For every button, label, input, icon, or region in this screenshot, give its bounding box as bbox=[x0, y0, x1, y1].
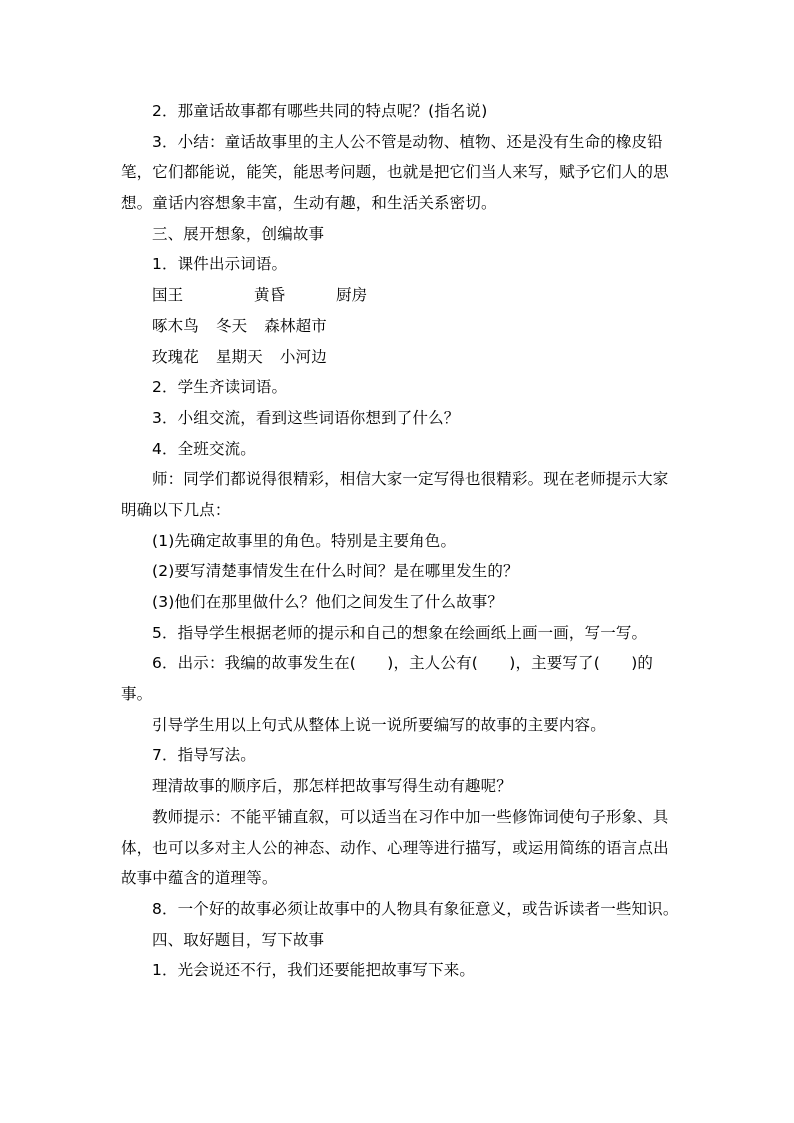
paragraph-line: 笔，它们都能说，能笑，能思考问题，也就是把它们当人来写，赋予它们人的思 bbox=[121, 163, 669, 182]
paragraph-line: 3．小结：童话故事里的主人公不管是动物、植物、还是没有生命的橡皮铅 bbox=[152, 132, 663, 151]
paragraph-line: 明确以下几点： bbox=[121, 500, 231, 519]
list-item: (2)要写清楚事情发生在什么时间？是在哪里发生的？ bbox=[152, 562, 519, 581]
paragraph-line: 2．学生齐读词语。 bbox=[152, 378, 288, 397]
paragraph-line: 师：同学们都说得很精彩，相信大家一定写得也很精彩。现在老师提示大家 bbox=[152, 470, 669, 489]
paragraph-line: 5．指导学生根据老师的提示和自己的想象在绘画纸上画一画，写一写。 bbox=[152, 623, 648, 642]
section-heading: 四、取好题目，写下故事 bbox=[152, 930, 325, 949]
paragraph-line: 故事中蕴含的道理等。 bbox=[121, 869, 278, 888]
list-item: (3)他们在那里做什么？他们之间发生了什么故事？ bbox=[152, 593, 504, 611]
section-heading: 三、展开想象，创编故事 bbox=[152, 224, 325, 243]
word-row bbox=[121, 342, 677, 373]
word-item: 小河边 bbox=[279, 347, 327, 366]
paragraph-line: 1．光会说还不行，我们还要能把故事写下来。 bbox=[152, 961, 476, 980]
word-item: 冬天 bbox=[215, 316, 248, 335]
paragraph-line: 3．小组交流，看到这些词语你想到了什么？ bbox=[152, 408, 460, 427]
word-item: 厨房 bbox=[336, 286, 368, 305]
word-item: 玫瑰花 bbox=[152, 347, 199, 366]
paragraph-line: 1．课件出示词语。 bbox=[152, 255, 288, 274]
paragraph-line: 8．一个好的故事必须让故事中的人物具有象征意义，或告诉读者一些知识。 bbox=[152, 899, 679, 918]
word-row bbox=[121, 311, 677, 342]
paragraph-line: 4．全班交流。 bbox=[152, 439, 256, 458]
word-item: 黄昏 bbox=[254, 286, 286, 305]
paragraph-line: 理清故事的顺序后，那怎样把故事写得生动有趣呢？ bbox=[152, 777, 512, 796]
paragraph-line: 7．指导写法。 bbox=[152, 746, 256, 765]
paragraph-line: 教师提示：不能平铺直叙，可以适当在习作中加一些修饰词使句子形象、具 bbox=[152, 807, 669, 826]
paragraph-line: 引导学生用以上句式从整体上说一说所要编写的故事的主要内容。 bbox=[152, 715, 606, 734]
word-item: 森林超市 bbox=[264, 316, 327, 335]
list-item: (1)先确定故事里的角色。特别是主要角色。 bbox=[152, 531, 457, 550]
paragraph-line: 事。 bbox=[121, 685, 153, 704]
word-item: 国王 bbox=[152, 286, 184, 305]
paragraph-line: 2．那童话故事都有哪些共同的特点呢？(指名说) bbox=[152, 102, 488, 120]
word-item: 啄木鸟 bbox=[152, 316, 199, 335]
word-item: 星期天 bbox=[215, 347, 263, 366]
document-body bbox=[121, 96, 677, 986]
word-row bbox=[121, 280, 677, 311]
paragraph-line: 想。童话内容想象丰富，生动有趣，和生活关系密切。 bbox=[121, 194, 497, 213]
paragraph-line: 体，也可以多对主人公的神态、动作、心理等进行描写，或运用简练的语言点出 bbox=[121, 838, 669, 857]
paragraph-line: 6．出示：我编的故事发生在( )，主人公有( )，主要写了( )的 bbox=[152, 654, 654, 673]
